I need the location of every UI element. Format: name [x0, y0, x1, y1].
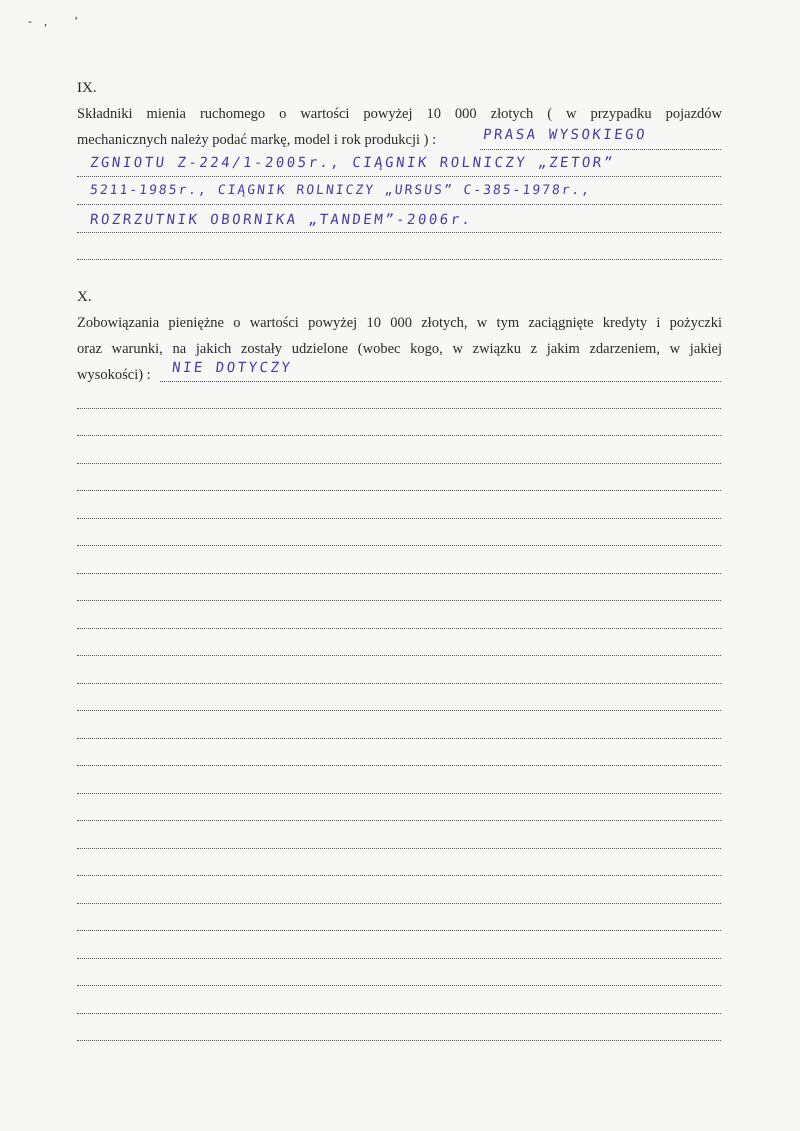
ix-dotline-3	[77, 204, 721, 205]
x-dotline-6	[77, 518, 721, 519]
x-dotline-11	[77, 655, 721, 656]
x-dotline-20	[77, 903, 721, 904]
ix-handwritten-2: ZGNIOTU Z-224/1-2005r., CIĄGNIK ROLNICZY „ZETOR”	[89, 155, 616, 171]
x-dotline-19	[77, 875, 721, 876]
corner-mark-mid: ,	[44, 14, 47, 28]
x-dotline-13	[77, 710, 721, 711]
section-ix-line-2: mechanicznych należy podać markę, model i rok produkcji ) :	[77, 132, 437, 148]
section-x-line-1: Zobowiązania pieniężne o wartości powyżej 10 000 złotych, w tym zaciągnięte kredyty i pożyczki	[77, 315, 722, 331]
x-dotline-25	[77, 1040, 721, 1041]
ix-dotline-4	[77, 232, 721, 233]
corner-mark-left: -	[28, 14, 32, 28]
x-dotline-15	[77, 765, 721, 766]
x-handwritten-answer: NIE DOTYCZY	[171, 360, 294, 376]
corner-mark-right: ʼ	[74, 14, 78, 28]
x-dotline-12	[77, 683, 721, 684]
section-ix-heading: IX.	[77, 80, 97, 96]
ix-handwritten-1: PRASA WYSOKIEGO	[482, 127, 648, 143]
x-dotline-10	[77, 628, 721, 629]
x-dotline-5	[77, 490, 721, 491]
x-dotline-8	[77, 573, 721, 574]
ix-handwritten-3: 5211-1985r., CIĄGNIK ROLNICZY „URSUS” C-385-1978r.,	[89, 183, 592, 198]
section-ix-line-1: Składniki mienia ruchomego o wartości powyżej 10 000 złotych ( w przypadku pojazdów	[77, 106, 722, 122]
x-dotline-18	[77, 848, 721, 849]
x-dotline-9	[77, 600, 721, 601]
x-dotline-17	[77, 820, 721, 821]
ix-dotline-5	[77, 259, 721, 260]
x-dotline-16	[77, 793, 721, 794]
x-dotline-4	[77, 463, 721, 464]
section-x-line-2: oraz warunki, na jakich zostały udzielone (wobec kogo, w związku z jakim zdarzeniem, w jakiej	[77, 341, 722, 357]
x-dotline-3	[77, 435, 721, 436]
section-x-line-3: wysokości) :	[77, 367, 151, 383]
x-dotline-22	[77, 958, 721, 959]
x-dotline-23	[77, 985, 721, 986]
x-dotline-7	[77, 545, 721, 546]
x-dotline-14	[77, 738, 721, 739]
x-dotline-21	[77, 930, 721, 931]
ix-handwritten-4: ROZRZUTNIK OBORNIKA „TANDEM”-2006r.	[89, 212, 474, 228]
ix-dotline-1	[480, 149, 721, 150]
section-x-heading: X.	[77, 289, 92, 305]
x-dotline-24	[77, 1013, 721, 1014]
ix-dotline-2	[77, 176, 721, 177]
x-dotline-1	[160, 381, 721, 382]
x-dotline-2	[77, 408, 721, 409]
